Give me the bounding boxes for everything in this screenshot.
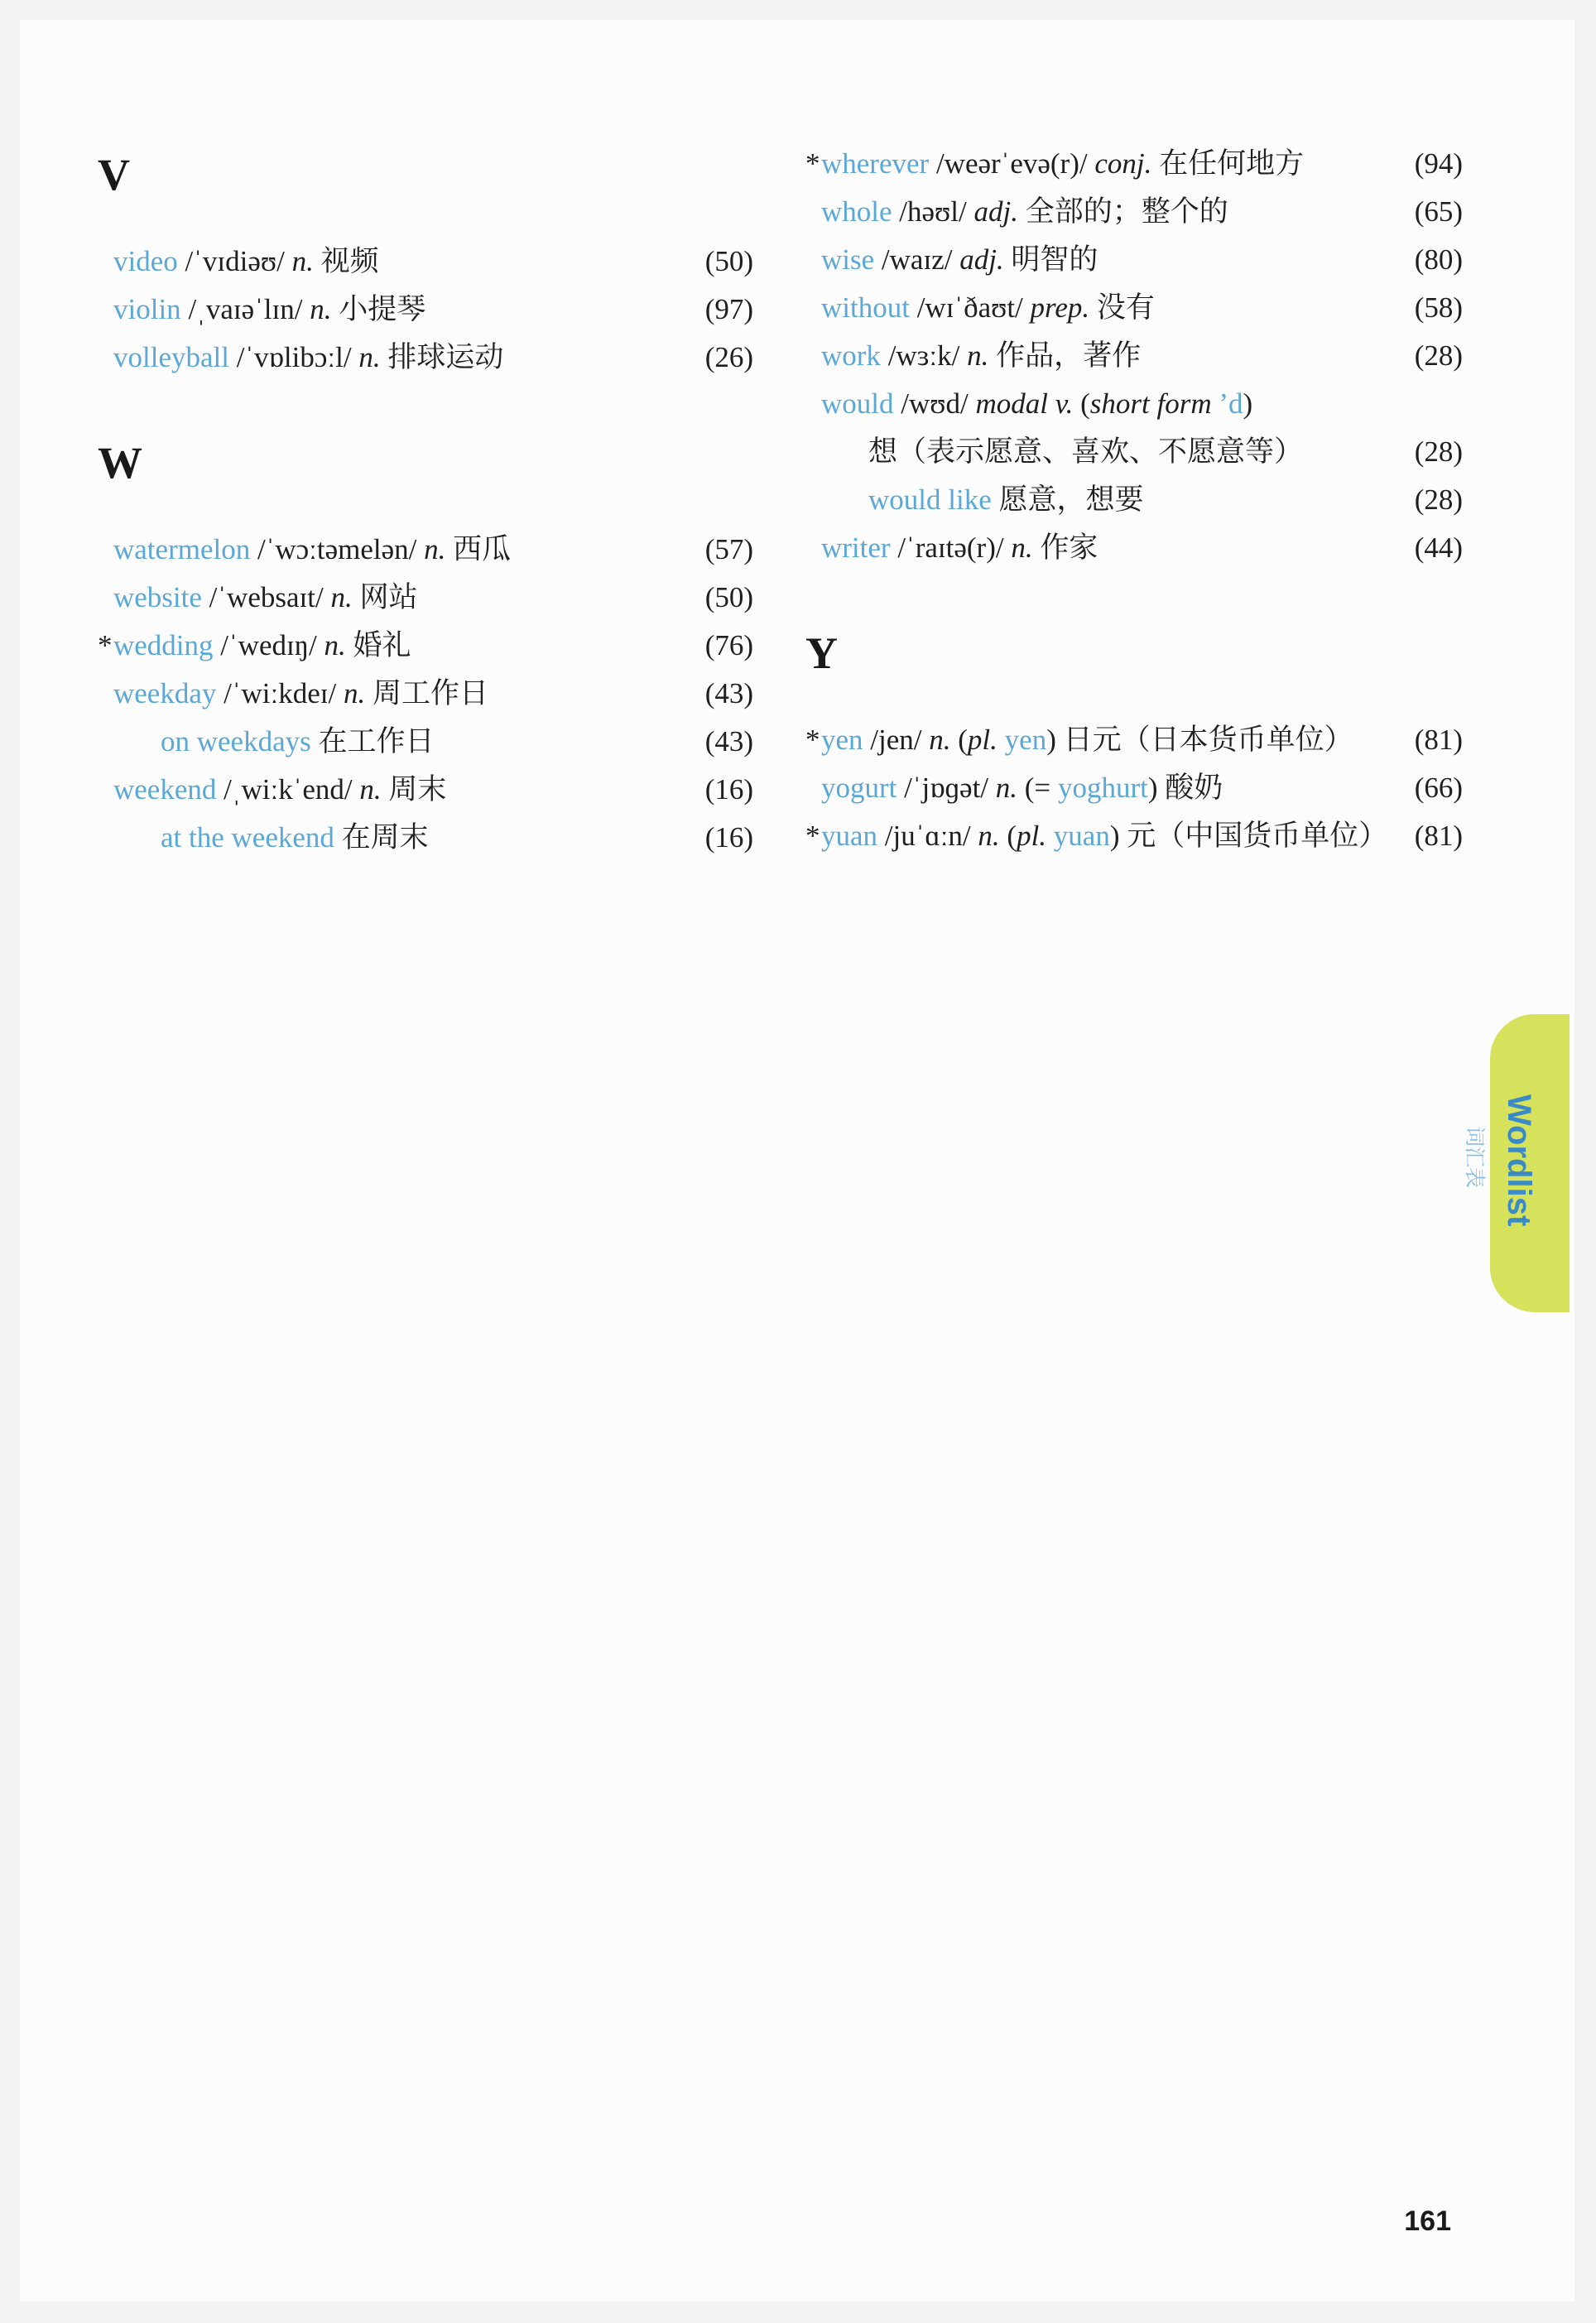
inline-text: (: [1073, 387, 1090, 420]
headword: ’d: [1211, 387, 1243, 420]
page-reference: (65): [1414, 195, 1463, 228]
chinese-gloss: 西瓜: [445, 533, 512, 565]
inline-text: ): [1109, 820, 1120, 852]
page-reference: (94): [1414, 147, 1463, 180]
entry-text: [161, 718, 435, 766]
entry-text: [821, 236, 1098, 284]
letter-heading: Y: [805, 628, 838, 678]
page-reference: (97): [704, 293, 753, 325]
word-entry: [98, 766, 753, 814]
headword: yuan: [1046, 820, 1110, 852]
chinese-gloss: 在任何地方: [1151, 147, 1305, 180]
chinese-gloss: 愿意，想要: [991, 483, 1144, 516]
wordlist-left-column: [98, 151, 753, 862]
part-of-speech: adj.: [952, 243, 1004, 276]
inline-text: (: [999, 820, 1017, 852]
chinese-gloss: 没有: [1089, 291, 1155, 324]
side-tab-chinese-label: 词汇表: [1463, 1126, 1485, 1189]
chinese-gloss: 全部的；整个的: [1017, 195, 1228, 228]
entry-text: [821, 524, 1098, 572]
phonetic: /ˌwiːkˈend/: [216, 773, 353, 806]
part-of-speech: n.: [416, 533, 446, 565]
letter-heading: W: [98, 438, 142, 488]
phonetic: /wɜːk/: [880, 339, 960, 372]
entry-text: [821, 188, 1228, 236]
entry-text: [821, 380, 1252, 428]
phonetic: /jen/: [863, 724, 922, 756]
chinese-gloss: 想（表示愿意、喜欢、不愿意等）: [868, 435, 1304, 468]
sub-entry: [98, 814, 753, 862]
part-of-speech: n.: [921, 724, 951, 756]
headword: yogurt: [821, 772, 897, 804]
sub-entry: [805, 476, 1463, 524]
chinese-gloss: 排球运动: [380, 341, 504, 373]
word-entry: [805, 764, 1463, 812]
headword: yuan: [821, 820, 878, 852]
page-reference: (76): [704, 629, 753, 661]
page-reference: (58): [1414, 291, 1463, 324]
entry-text: [113, 334, 503, 382]
word-entry: [98, 670, 753, 718]
side-tab-label: Wordlist: [1501, 1094, 1537, 1227]
part-of-speech: n.: [351, 341, 381, 373]
part-of-speech: n.: [323, 581, 353, 613]
word-entry: [98, 238, 753, 286]
headword: weekday: [113, 677, 217, 709]
phonetic: /wʊd/: [893, 387, 969, 420]
phonetic: /həʊl/: [892, 195, 967, 228]
part-of-speech: n.: [959, 339, 989, 372]
page-reference: (66): [1414, 772, 1463, 804]
italic-note: short form: [1089, 387, 1212, 420]
entry-text: [113, 766, 446, 814]
headword: on weekdays: [161, 725, 311, 758]
entry-text: [821, 764, 1223, 812]
headword: volleyball: [113, 341, 229, 373]
entry-text: [113, 622, 411, 670]
chinese-gloss: 小提琴: [331, 293, 426, 325]
word-entry: [805, 284, 1463, 332]
part-of-speech: n.: [970, 820, 1000, 852]
inline-text: ): [1147, 772, 1158, 804]
headword: work: [821, 339, 881, 372]
part-of-speech: modal v.: [968, 387, 1074, 420]
word-entry: [98, 574, 753, 622]
headword: whole: [821, 195, 892, 228]
headword: yoghurt: [1057, 772, 1148, 804]
inline-text: (=: [1017, 772, 1058, 804]
headword: wherever: [821, 147, 930, 180]
entry-text: [868, 428, 1303, 476]
word-entry: [805, 236, 1463, 284]
part-of-speech: n.: [988, 772, 1018, 804]
entry-text: [821, 812, 1387, 860]
headword: at the weekend: [161, 821, 334, 854]
headword: would: [821, 387, 894, 420]
page-reference: (28): [1414, 435, 1463, 468]
phonetic: /juˈɑːn/: [877, 820, 971, 852]
star-marker: *: [805, 724, 820, 756]
word-entry: [98, 622, 753, 670]
italic-note: pl.: [1017, 820, 1047, 852]
entry-text: [821, 332, 1141, 380]
phonetic: /weərˈevə(r)/: [929, 147, 1088, 180]
phonetic: /ˈwedɪŋ/: [213, 629, 317, 661]
phonetic: /ˌvaɪəˈlɪn/: [180, 293, 303, 325]
word-entry: [805, 332, 1463, 380]
page-reference: (16): [704, 773, 753, 806]
italic-note: pl.: [967, 724, 997, 756]
page-number: 161: [1404, 2205, 1451, 2237]
inline-text: (: [950, 724, 968, 756]
page-reference: (50): [704, 581, 753, 613]
headword: wedding: [113, 629, 214, 661]
chinese-gloss: 作家: [1032, 531, 1098, 564]
word-entry: [98, 526, 753, 574]
chinese-gloss: 在工作日: [310, 725, 435, 758]
word-entry: [805, 716, 1463, 764]
part-of-speech: n.: [302, 293, 332, 325]
part-of-speech: n.: [316, 629, 346, 661]
chinese-gloss: 视频: [313, 245, 379, 277]
headword: yen: [997, 724, 1047, 756]
headword: video: [113, 245, 178, 277]
chinese-gloss: 周工作日: [365, 677, 488, 709]
headword: wise: [821, 243, 875, 276]
star-marker: *: [805, 820, 820, 852]
headword: without: [821, 291, 910, 324]
entry-text: [113, 526, 511, 574]
chinese-gloss: 婚礼: [345, 629, 411, 661]
star-marker: *: [98, 629, 113, 661]
entry-text: [868, 476, 1144, 524]
entry-text: [113, 574, 417, 622]
phonetic: /ˈvɪdiəʊ/: [177, 245, 285, 277]
phonetic: /ˈjɒɡət/: [897, 772, 989, 804]
word-entry: [805, 140, 1463, 188]
part-of-speech: n.: [336, 677, 366, 709]
sub-entry: [98, 718, 753, 766]
entry-text: [821, 716, 1353, 764]
entry-text: [821, 140, 1304, 188]
chinese-gloss: 在周末: [334, 821, 429, 854]
phonetic: /ˈwɔːtəmelən/: [250, 533, 417, 565]
word-entry: [805, 524, 1463, 572]
page-reference: (81): [1414, 724, 1463, 756]
part-of-speech: conj.: [1087, 147, 1152, 180]
page-reference: (16): [704, 821, 753, 854]
headword: yen: [821, 724, 863, 756]
phonetic: /ˈwiːkdeɪ/: [216, 677, 337, 709]
phonetic: /waɪz/: [874, 243, 953, 276]
phonetic: /ˈraɪtə(r)/: [890, 531, 1004, 564]
part-of-speech: adj.: [966, 195, 1018, 228]
page-reference: (57): [704, 533, 753, 565]
page-reference: (80): [1414, 243, 1463, 276]
word-entry: [805, 188, 1463, 236]
chinese-gloss: 日元（日本货币单位）: [1055, 724, 1353, 756]
entry-text: [113, 238, 379, 286]
chinese-gloss: 作品，著作: [988, 339, 1142, 372]
entry-text: [113, 670, 488, 718]
page-reference: (26): [704, 341, 753, 373]
chinese-gloss: 网站: [352, 581, 418, 613]
headword: writer: [821, 531, 891, 564]
word-entry: [805, 380, 1463, 428]
headword: violin: [113, 293, 181, 325]
chinese-gloss: 酸奶: [1157, 772, 1223, 804]
part-of-speech: prep.: [1022, 291, 1090, 324]
chinese-gloss: 周末: [381, 773, 447, 806]
star-marker: *: [805, 147, 820, 180]
sub-entry: [805, 428, 1463, 476]
headword: would like: [868, 483, 992, 516]
page-reference: (28): [1414, 483, 1463, 516]
page-reference: (28): [1414, 339, 1463, 372]
part-of-speech: n.: [1003, 531, 1033, 564]
part-of-speech: n.: [284, 245, 314, 277]
letter-heading: V: [98, 150, 130, 200]
word-entry: [805, 812, 1463, 860]
chinese-gloss: 元（中国货币单位）: [1119, 820, 1388, 852]
page-reference: (43): [704, 725, 753, 758]
entry-text: [113, 286, 425, 334]
entry-text: [161, 814, 429, 862]
word-entry: [98, 334, 753, 382]
chinese-gloss: 明智的: [1003, 243, 1098, 276]
page-reference: (81): [1414, 820, 1463, 852]
phonetic: /ˈwebsaɪt/: [201, 581, 324, 613]
headword: watermelon: [113, 533, 251, 565]
page-reference: (50): [704, 245, 753, 277]
word-entry: [98, 286, 753, 334]
headword: weekend: [113, 773, 217, 806]
inline-text: ): [1046, 724, 1056, 756]
phonetic: /ˈvɒlibɔːl/: [228, 341, 352, 373]
wordlist-right-column: [805, 140, 1463, 860]
phonetic: /wɪˈðaʊt/: [909, 291, 1023, 324]
headword: website: [113, 581, 202, 613]
inline-text: ): [1243, 387, 1253, 420]
page-reference: (43): [704, 677, 753, 709]
part-of-speech: n.: [352, 773, 382, 806]
page-reference: (44): [1414, 531, 1463, 564]
entry-text: [821, 284, 1155, 332]
